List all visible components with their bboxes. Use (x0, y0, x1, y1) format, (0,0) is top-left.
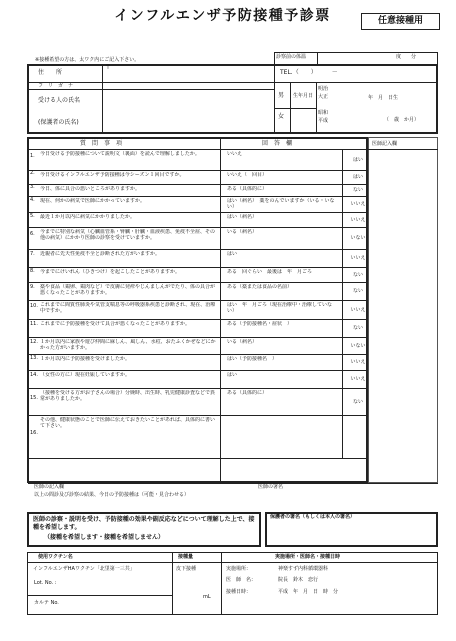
doctor-name: 院長 鈴木 恋行 (278, 577, 319, 583)
answer-option[interactable]: ある（薬または食品の名前） (227, 284, 293, 290)
question-text: 近親者に先天性免疫不全と診断された方がいますか。 (40, 251, 161, 257)
question-text: 今日、体に具合の悪いところがありますか。 (40, 186, 141, 192)
ml-unit: mL (203, 594, 211, 600)
answer-alternative[interactable]: はい (352, 174, 363, 180)
era-heisei[interactable]: 平成 (318, 118, 329, 124)
question-text: （接種を受ける方がお子さんの場合）分娩時、出生時、乳児健康診査などで異常がありましたか。 (40, 390, 216, 402)
vaccine-name: インフルエンザHAワクチン「北里第一三共」 (33, 566, 135, 572)
chart-number[interactable]: カルテ No. (34, 600, 59, 606)
facility-name: 神楽すず内科循環器科 (278, 566, 329, 572)
recipient-name-label: 受ける人の氏名 (38, 97, 81, 104)
answer-option[interactable]: ある（予防接種名・症状 ） (227, 321, 293, 327)
doctor-judgement: 以上の問診及び診察の結果、今日の予防接種は（可能・見合わせる） (34, 492, 190, 498)
question-text: 今日受けるインフルエンザ予防接種は今シーズン１回目ですか。 (40, 172, 185, 178)
question-text: 今までに特別な病気（心臓血管系・腎臓・肝臓・血液疾患、免疫不全症、その他の病気）にかかり医師の診察を受けていますか。 (40, 229, 216, 241)
temperature-label: 診察前の体温 (276, 54, 307, 60)
facility-header: 実施場所・医師名・接種日時 (275, 554, 341, 560)
question-number: 13. (30, 355, 38, 361)
answer-option[interactable]: いいえ（ 回目） (227, 172, 268, 178)
injection-method: 皮下接種 (176, 566, 197, 572)
answer-alternative[interactable]: いいえ (350, 306, 366, 313)
tel-field[interactable]: TEL.（ ） － (280, 69, 338, 76)
question-text: （女性の方に）現在妊娠していますか。 (40, 372, 131, 378)
doctor-note-label: 医師の記入欄 (34, 484, 65, 490)
question-text: 現在、何かの病気で医師にかかっていますか。 (40, 198, 146, 204)
lot-number[interactable]: Lot. No. : (34, 580, 57, 586)
answer-option[interactable]: いいえ (227, 151, 243, 157)
answer-option[interactable]: はい（予防接種名 ） (227, 356, 278, 362)
page-title: インフルエンザ予防接種予診票 (114, 8, 331, 24)
doctor-column (368, 137, 438, 483)
question-text: １か月以内に家族や遊び仲間に麻しん、風しん、水痘、おたふくかぜなどにかかった方がいますか。 (40, 339, 216, 351)
question-number: 10. (30, 302, 38, 309)
doctor-sign-label: 医師の署名 (258, 484, 284, 490)
consent-text: 医師の診察・説明を受け、予防接種の効果や副反応などについて理解した上で、接種を希望します。 (33, 516, 255, 531)
answer-alternative[interactable]: いない (350, 342, 366, 349)
question-text: 薬や食品（鶏卵、鶏肉など）で皮膚に発疹やじんましんがでたり、体の具合が悪くなったことがありますか。 (40, 284, 216, 296)
question-number: 5. (30, 212, 35, 219)
answer-option[interactable] (227, 417, 337, 457)
answer-alternative[interactable]: ない (352, 325, 363, 331)
vaccine-label: 使用ワクチン名 (38, 554, 73, 560)
answer-option[interactable]: はい (227, 251, 238, 257)
sex-female[interactable]: 女 (278, 113, 285, 120)
furigana-label: フ リ ガ ナ (38, 83, 74, 89)
answer-alternative[interactable]: ない (352, 288, 363, 294)
answer-option[interactable]: ある（具体的に） (227, 390, 268, 396)
doctor-header: 医師記入欄 (372, 141, 398, 147)
question-number: 4. (30, 197, 35, 203)
answer-alternative[interactable]: いない (350, 235, 366, 241)
question-text: 今までにけいれん（ひきつけ）を起こしたことがありますか。 (40, 269, 181, 275)
question-number: 6. (30, 231, 35, 237)
question-number: 2. (30, 170, 35, 176)
consent-options[interactable]: （接種を希望します・接種を希望しません） (44, 534, 165, 541)
question-number: 14. (30, 372, 38, 378)
date-label: 接種日時： (226, 589, 252, 595)
answer-alternative[interactable]: いいえ (350, 255, 366, 261)
answer-alternative[interactable]: いいえ (350, 216, 366, 223)
answer-option[interactable]: ある 回ぐらい 最後は 年 月ごろ (227, 269, 313, 275)
doctor-name-label: 医 師 名： (226, 577, 257, 583)
guardian-sign-label: 保護者の署名（もしくは本人の署名） (270, 514, 356, 520)
question-number: 15. (30, 394, 38, 401)
items-header: 質 問 事 項 (80, 140, 123, 147)
era-meiji[interactable]: 明治 (318, 86, 329, 92)
method-label: 接種量 (178, 554, 194, 560)
question-text: 今日受ける予防接種について説明文（裏面）を読んで理解しましたか。 (40, 151, 200, 157)
answer-option[interactable]: いる（病名） (227, 229, 258, 235)
age-field[interactable]: （ 歳 か月） (384, 117, 420, 123)
date-value[interactable]: 平成 年 月 日 時 分 (278, 589, 339, 595)
voluntary-badge: 任意接種用 (361, 13, 440, 30)
question-number: 1. (30, 152, 35, 159)
answer-alternative[interactable]: ない (352, 187, 363, 193)
postal-mark: 〒 (105, 64, 112, 71)
era-taisho[interactable]: 大正 (318, 94, 329, 100)
question-number: 7. (30, 251, 35, 257)
answer-option[interactable]: ある（具体的に） (227, 186, 268, 192)
era-showa[interactable]: 昭和 (318, 110, 329, 116)
answer-option[interactable]: はい（病名） 薬をのんでいますか（いる・いない） (227, 198, 335, 210)
answer-alternative[interactable]: はい (352, 156, 363, 163)
facility-label: 実施場所： (226, 566, 252, 572)
question-text: これまでに間質性肺炎や気管支喘息等の呼吸器系疾患と診断され、現在、治療中ですか。 (40, 302, 216, 314)
answer-alternative[interactable]: いいえ (350, 376, 366, 382)
answer-option[interactable]: いる（病名） (227, 339, 258, 345)
answer-alternative[interactable]: ない (352, 271, 363, 278)
answer-option[interactable]: はい (227, 372, 238, 378)
birth-label: 生年月日 (293, 93, 314, 99)
sex-male[interactable]: 男 (278, 92, 285, 99)
answer-option[interactable]: はい 年 月ごろ（現在治療中・治療していない） (227, 302, 333, 314)
question-number: 12. (30, 338, 38, 345)
answer-alternative[interactable]: ない (352, 398, 363, 405)
question-number: 16. (30, 429, 38, 436)
question-number: 9. (30, 284, 35, 290)
question-number: 8. (30, 267, 35, 274)
question-text: その他、健康状態のことで医師に伝えておきたいことがあれば、具体的に書いて下さい。 (40, 417, 216, 429)
question-text: 最近１か月以内に病気にかかりましたか。 (40, 214, 136, 220)
answer-option[interactable]: はい（病名） (227, 214, 258, 220)
temperature-unit: 度 分 (396, 54, 417, 60)
answer-alternative[interactable]: いいえ (350, 201, 366, 207)
question-text: これまでに予防接種を受けて具合が悪くなったことがありますか。 (40, 321, 191, 327)
answer-header: 回 答 欄 (262, 140, 293, 147)
instruction-text: ※接種希望の方は、太ワク内にご記入下さい。 (35, 57, 140, 63)
question-text: １か月以内に予防接種を受けましたか。 (40, 356, 131, 362)
address-label: 住 所 (38, 69, 63, 76)
question-number: 11. (30, 321, 38, 327)
birth-date-field[interactable]: 年 月 日生 (368, 95, 399, 101)
answer-alternative[interactable]: いいえ (350, 359, 366, 365)
question-number: 3. (30, 184, 35, 190)
guardian-name-label: (保護者の氏名) (38, 119, 79, 126)
